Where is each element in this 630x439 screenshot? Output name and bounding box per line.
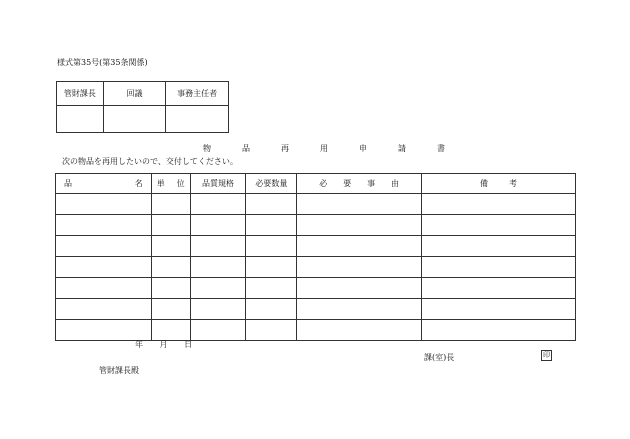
table-cell[interactable] xyxy=(297,215,422,236)
col-header-spec: 品質規格 xyxy=(190,174,246,194)
table-cell[interactable] xyxy=(422,194,576,215)
col-header-name-b: 名 xyxy=(134,179,143,188)
table-row xyxy=(56,215,576,236)
table-cell[interactable] xyxy=(56,194,152,215)
table-cell[interactable] xyxy=(190,299,246,320)
col-header-remarks-a: 備 xyxy=(480,179,489,188)
table-cell[interactable] xyxy=(422,236,576,257)
table-cell[interactable] xyxy=(422,215,576,236)
table-cell[interactable] xyxy=(297,257,422,278)
table-cell[interactable] xyxy=(246,320,297,341)
col-header-name-a: 品 xyxy=(64,179,72,188)
col-header-unit-a: 単 xyxy=(156,179,165,188)
table-cell[interactable] xyxy=(190,320,246,341)
table-cell[interactable] xyxy=(56,320,152,341)
col-header-remarks-b: 考 xyxy=(509,179,517,188)
approval-header-kanzai: 管財課長 xyxy=(57,82,104,106)
addressee: 管財課長殿 xyxy=(99,366,139,375)
seal-mark: 印 xyxy=(543,351,550,359)
col-header-quantity: 必要数量 xyxy=(246,174,297,194)
table-cell[interactable] xyxy=(151,257,190,278)
table-cell[interactable] xyxy=(297,278,422,299)
table-row xyxy=(56,194,576,215)
form-code: 様式第35号(第35条関係) xyxy=(57,58,148,67)
table-cell[interactable] xyxy=(56,215,152,236)
table-cell[interactable] xyxy=(246,299,297,320)
table-cell[interactable] xyxy=(297,194,422,215)
table-cell[interactable] xyxy=(151,236,190,257)
table-cell[interactable] xyxy=(190,278,246,299)
col-header-remarks xyxy=(422,174,576,194)
table-row xyxy=(56,299,576,320)
section-chief-label: 課(室)長 xyxy=(424,353,455,362)
table-cell[interactable] xyxy=(246,236,297,257)
table-cell[interactable] xyxy=(151,215,190,236)
col-header-reason-d: 由 xyxy=(391,179,400,188)
date-line: 年 月 日 xyxy=(135,340,193,349)
table-cell[interactable] xyxy=(190,215,246,236)
col-header-reason xyxy=(297,174,422,194)
table-row xyxy=(56,257,576,278)
table-cell[interactable] xyxy=(151,278,190,299)
document-title: 物品再用申請書 xyxy=(203,144,476,153)
col-header-unit xyxy=(151,174,190,194)
col-header-unit-b: 位 xyxy=(176,179,185,188)
table-cell[interactable] xyxy=(246,215,297,236)
col-header-reason-c: 事 xyxy=(367,179,376,188)
table-row xyxy=(56,236,576,257)
table-cell[interactable] xyxy=(246,194,297,215)
table-cell[interactable] xyxy=(246,278,297,299)
table-cell[interactable] xyxy=(422,278,576,299)
table-cell[interactable] xyxy=(297,299,422,320)
table-cell[interactable] xyxy=(190,257,246,278)
intro-text: 次の物品を再用したいので、交付してください。 xyxy=(62,157,238,166)
table-cell[interactable] xyxy=(56,278,152,299)
table-cell[interactable] xyxy=(297,320,422,341)
table-cell[interactable] xyxy=(422,320,576,341)
approval-box xyxy=(56,81,229,133)
table-cell[interactable] xyxy=(246,257,297,278)
items-table xyxy=(55,173,576,341)
approval-header-kaigi: 回議 xyxy=(103,82,166,106)
table-cell[interactable] xyxy=(190,194,246,215)
table-cell[interactable] xyxy=(190,236,246,257)
col-header-reason-b: 要 xyxy=(343,179,352,188)
table-cell[interactable] xyxy=(56,236,152,257)
table-cell[interactable] xyxy=(422,299,576,320)
table-row xyxy=(56,320,576,341)
approval-sign-cell[interactable] xyxy=(166,106,229,133)
table-cell[interactable] xyxy=(297,236,422,257)
col-header-reason-a: 必 xyxy=(319,179,328,188)
table-cell[interactable] xyxy=(56,299,152,320)
table-cell[interactable] xyxy=(151,299,190,320)
table-row xyxy=(56,278,576,299)
table-cell[interactable] xyxy=(151,194,190,215)
approval-sign-cell[interactable] xyxy=(103,106,166,133)
table-cell[interactable] xyxy=(56,257,152,278)
col-header-name xyxy=(56,174,152,194)
table-cell[interactable] xyxy=(151,320,190,341)
approval-sign-cell[interactable] xyxy=(57,106,104,133)
approval-header-jimu: 事務主任者 xyxy=(166,82,229,106)
table-cell[interactable] xyxy=(422,257,576,278)
